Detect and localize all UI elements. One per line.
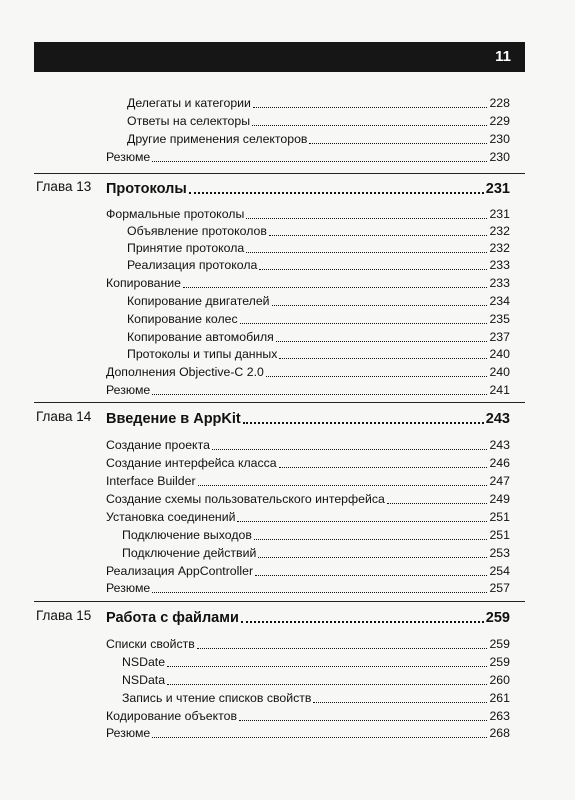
- toc-entry: Подключение выходов 251: [122, 528, 510, 542]
- toc-entry: Резюме 241: [106, 383, 510, 397]
- toc-entry: Протоколы и типы данных 240: [127, 347, 510, 361]
- toc-entry: Списки свойств 259: [106, 637, 510, 651]
- chapter-label: Глава 15: [36, 608, 92, 623]
- toc-entry: Создание схемы пользовательского интерфейса 249: [106, 492, 510, 506]
- toc-entry: Делегаты и категории 228: [127, 96, 510, 110]
- chapter-label: Глава 14: [36, 409, 92, 424]
- toc-entry: Формальные протоколы 231: [106, 207, 510, 221]
- chapter-divider: [34, 601, 525, 602]
- chapter-title: Работа с файлами 259: [106, 610, 510, 626]
- toc-entry: Кодирование объектов 263: [106, 709, 510, 723]
- toc-entry: Подключение действий 253: [122, 546, 510, 560]
- toc-entry: Установка соединений 251: [106, 510, 510, 524]
- toc-entry: Копирование 233: [106, 276, 510, 290]
- chapter-title: Введение в AppKit 243: [106, 411, 510, 427]
- toc-entry: Создание интерфейса класса 246: [106, 456, 510, 470]
- page-header-bar: [34, 42, 525, 72]
- chapter-divider: [34, 402, 525, 403]
- toc-entry: Дополнения Objective-C 2.0 240: [106, 365, 510, 379]
- toc-entry: Реализация AppController 254: [106, 564, 510, 578]
- toc-entry: Резюме 257: [106, 581, 510, 595]
- chapter-divider: [34, 173, 525, 174]
- toc-entry: Создание проекта 243: [106, 438, 510, 452]
- chapter-label: Глава 13: [36, 179, 92, 194]
- toc-entry: Interface Builder 247: [106, 474, 510, 488]
- toc-entry: Резюме 268: [106, 726, 510, 740]
- toc-entry: NSData 260: [122, 673, 510, 687]
- toc-entry: Резюме 230: [106, 150, 510, 164]
- toc-entry: Копирование колес 235: [127, 312, 510, 326]
- chapter-title: Протоколы 231: [106, 181, 510, 197]
- page-number: 11: [495, 48, 511, 65]
- toc-entry: NSDate 259: [122, 655, 510, 669]
- toc-entry: Запись и чтение списков свойств 261: [122, 691, 510, 705]
- toc-entry: Ответы на селекторы 229: [127, 114, 510, 128]
- toc-entry: Другие применения селекторов 230: [127, 132, 510, 146]
- toc-entry: Копирование автомобиля 237: [127, 330, 510, 344]
- toc-entry: Реализация протокола 233: [127, 258, 510, 272]
- toc-entry: Объявление протоколов 232: [127, 224, 510, 238]
- toc-entry: Копирование двигателей 234: [127, 294, 510, 308]
- toc-entry: Принятие протокола 232: [127, 241, 510, 255]
